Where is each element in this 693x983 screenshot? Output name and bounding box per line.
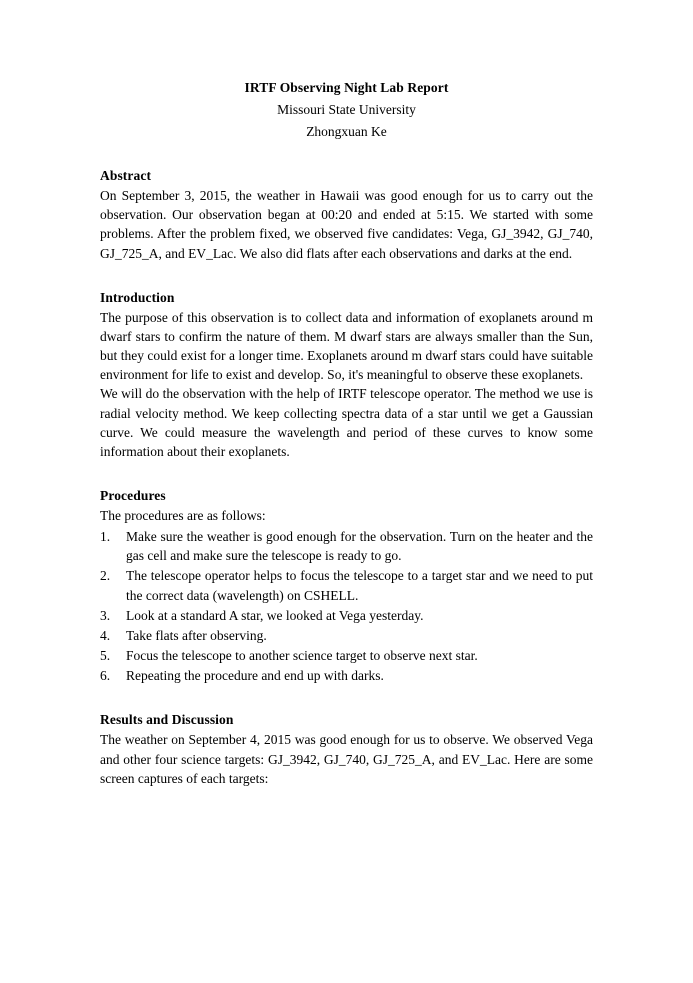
affiliation: Missouri State University [277, 101, 416, 117]
spacer [100, 277, 593, 290]
author: Zhongxuan Ke [306, 123, 387, 139]
list-item-number: 3. [100, 607, 111, 623]
list-item-number: 2. [100, 568, 111, 584]
results-paragraph-1: The weather on September 4, 2015 was good enough for us to observe. We observed Vega and other four science targets: GJ_3942, GJ_740, GJ_725_A, and EV_Lac. Here are some screen captures of each targets: [100, 732, 593, 786]
procedures-list [100, 527, 593, 685]
list-item [100, 646, 593, 665]
list-item-text: Focus the telescope to another science target to observe next star. [126, 648, 478, 664]
procedures-lead: The procedures are as follows: [100, 507, 266, 523]
title-block [100, 78, 593, 142]
introduction-paragraph-2: We will do the observation with the help of IRTF telescope operator. The method we use is radial velocity method. We keep collecting spectra data of a star until we get a Gaussian curve. We could measure the wavelength and period of these curves to know some information about their exoplanets. [100, 386, 593, 459]
list-item-number: 6. [100, 668, 111, 684]
introduction-paragraph-1: The purpose of this observation is to collect data and information of exoplanets around m dwarf stars to confirm the nature of them. M dwarf stars are always smaller than the Sun, but they could exist for a longer time. Exoplanets around m dwarf stars could have suitable environment for life to exist and develop. So, it's meaningful to observe these exoplanets. [100, 309, 593, 383]
section-heading-introduction: Introduction [100, 289, 175, 305]
list-item-text: The telescope operator helps to focus the telescope to a target star and we need to put the correct data (wavelength) on CSHELL. [126, 568, 593, 603]
list-item [100, 527, 593, 565]
list-item-number: 1. [100, 529, 111, 545]
list-item-number: 4. [100, 627, 111, 643]
abstract-paragraph-1: On September 3, 2015, the weather in Hawaii was good enough for us to carry out the observation. Our observation began at 00:20 and ended at 5:15. We started with some problems. After the problem fixed, we observed five candidates: Vega, GJ_3942, GJ_740, GJ_725_A, and EV_Lac. We also did flats after each observations and darks at the end. [100, 188, 593, 261]
list-item-text: Repeating the procedure and end up with darks. [126, 668, 384, 684]
list-item [100, 606, 593, 625]
section-heading-abstract: Abstract [100, 168, 152, 184]
list-item [100, 626, 593, 645]
list-item-text: Make sure the weather is good enough for the observation. Turn on the heater and the gas cell and make sure the telescope is ready to go. [126, 529, 593, 564]
section-abstract [100, 168, 593, 263]
list-item-number: 5. [100, 648, 111, 664]
section-heading-procedures: Procedures [100, 487, 166, 503]
section-introduction [100, 290, 593, 461]
list-item [100, 666, 593, 685]
spacer [100, 475, 593, 488]
section-procedures [100, 488, 593, 685]
list-item-text: Look at a standard A star, we looked at Vega yesterday. [126, 607, 424, 623]
list-item-text: Take flats after observing. [126, 627, 267, 643]
spacer [100, 699, 593, 712]
list-item [100, 566, 593, 604]
page-title: IRTF Observing Night Lab Report [244, 80, 449, 95]
section-heading-results: Results and Discussion [100, 712, 234, 728]
section-results [100, 712, 593, 787]
